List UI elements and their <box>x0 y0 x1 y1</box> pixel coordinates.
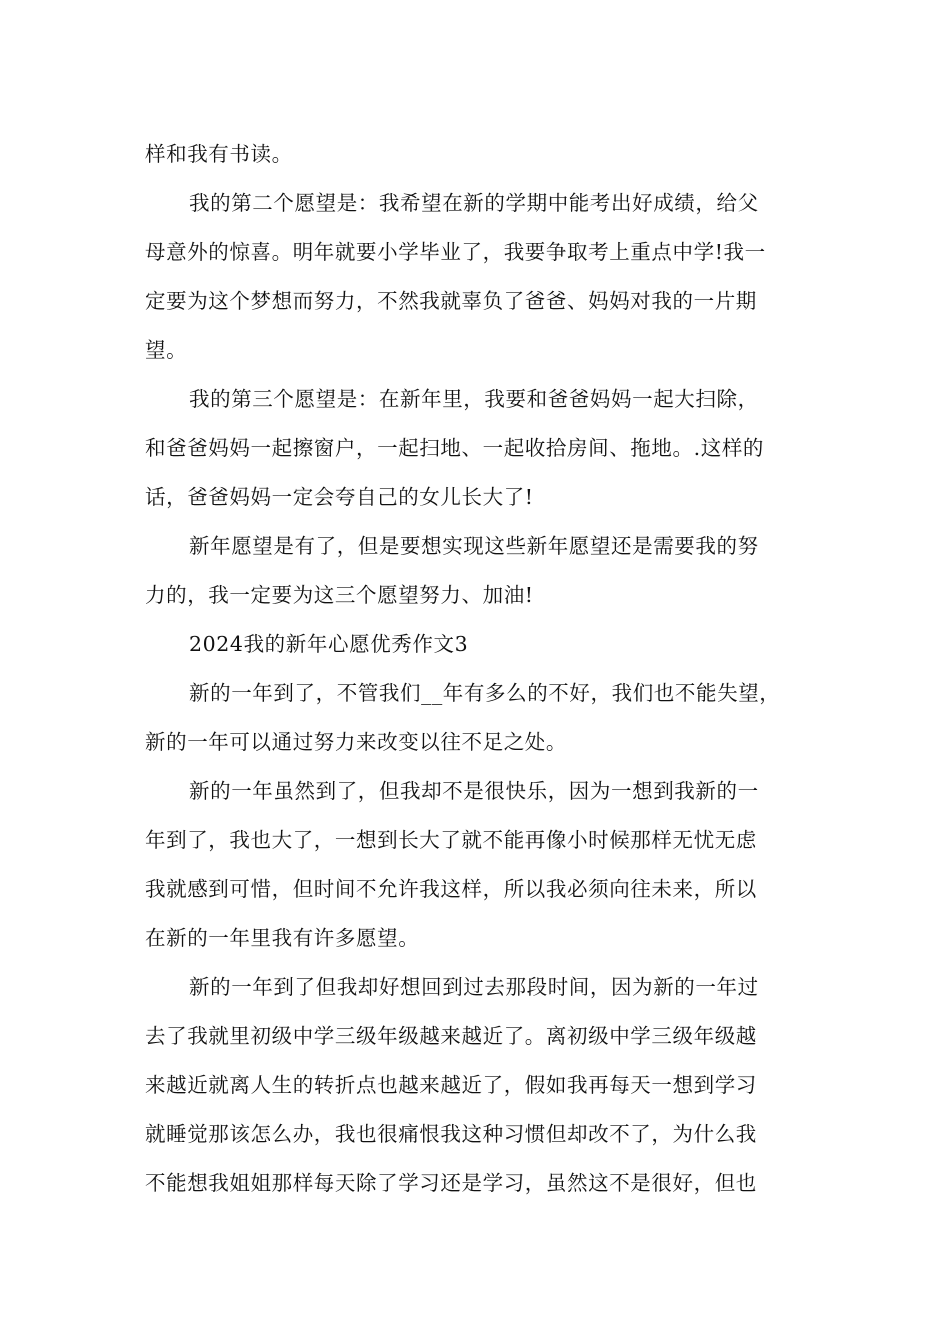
text-line: 样和我有书读。 <box>145 142 293 166</box>
text-line: 望。 <box>145 338 188 362</box>
text-line: 新年愿望是有了，但是要想实现这些新年愿望还是需要我的努 <box>189 534 759 558</box>
text-line: 定要为这个梦想而努力，不然我就辜负了爸爸、妈妈对我的一片期 <box>145 289 757 313</box>
text-line: 去了我就里初级中学三级年级越来越近了。离初级中学三级年级越 <box>145 1024 757 1048</box>
text-line: 新的一年虽然到了，但我却不是很快乐，因为一想到我新的一 <box>189 779 759 803</box>
text-line: 我就感到可惜，但时间不允许我这样，所以我必须向往未来，所以 <box>145 877 757 901</box>
text-line: 新的一年可以通过努力来改变以往不足之处。 <box>145 730 567 754</box>
text-line: 不能想我姐姐那样每天除了学习还是学习，虽然这不是很好，但也 <box>145 1171 757 1195</box>
text-line: 我的第三个愿望是：在新年里，我要和爸爸妈妈一起大扫除， <box>189 387 759 411</box>
text-line: 和爸爸妈妈一起擦窗户，一起扫地、一起收拾房间、拖地。.这样的 <box>145 436 765 460</box>
document-body <box>145 130 825 1208</box>
text-line: 在新的一年里我有许多愿望。 <box>145 926 420 950</box>
section-heading: 2024我的新年心愿优秀作文3 <box>189 632 469 656</box>
text-line: 话，爸爸妈妈一定会夸自己的女儿长大了! <box>145 485 534 509</box>
text-line: 新的一年到了但我却好想回到过去那段时间，因为新的一年过 <box>189 975 759 999</box>
text-line: 力的，我一定要为这三个愿望努力、加油! <box>145 583 534 607</box>
text-line: 新的一年到了，不管我们__年有多么的不好，我们也不能失望， <box>189 681 781 705</box>
text-line: 年到了，我也大了，一想到长大了就不能再像小时候那样无忧无虑 <box>145 828 757 852</box>
text-line: 我的第二个愿望是：我希望在新的学期中能考出好成绩，给父 <box>189 191 759 215</box>
text-line: 就睡觉那该怎么办，我也很痛恨我这种习惯但却改不了，为什么我 <box>145 1122 757 1146</box>
text-line: 母意外的惊喜。明年就要小学毕业了，我要争取考上重点中学!我一 <box>145 240 766 264</box>
text-line: 来越近就离人生的转折点也越来越近了，假如我再每天一想到学习 <box>145 1073 757 1097</box>
